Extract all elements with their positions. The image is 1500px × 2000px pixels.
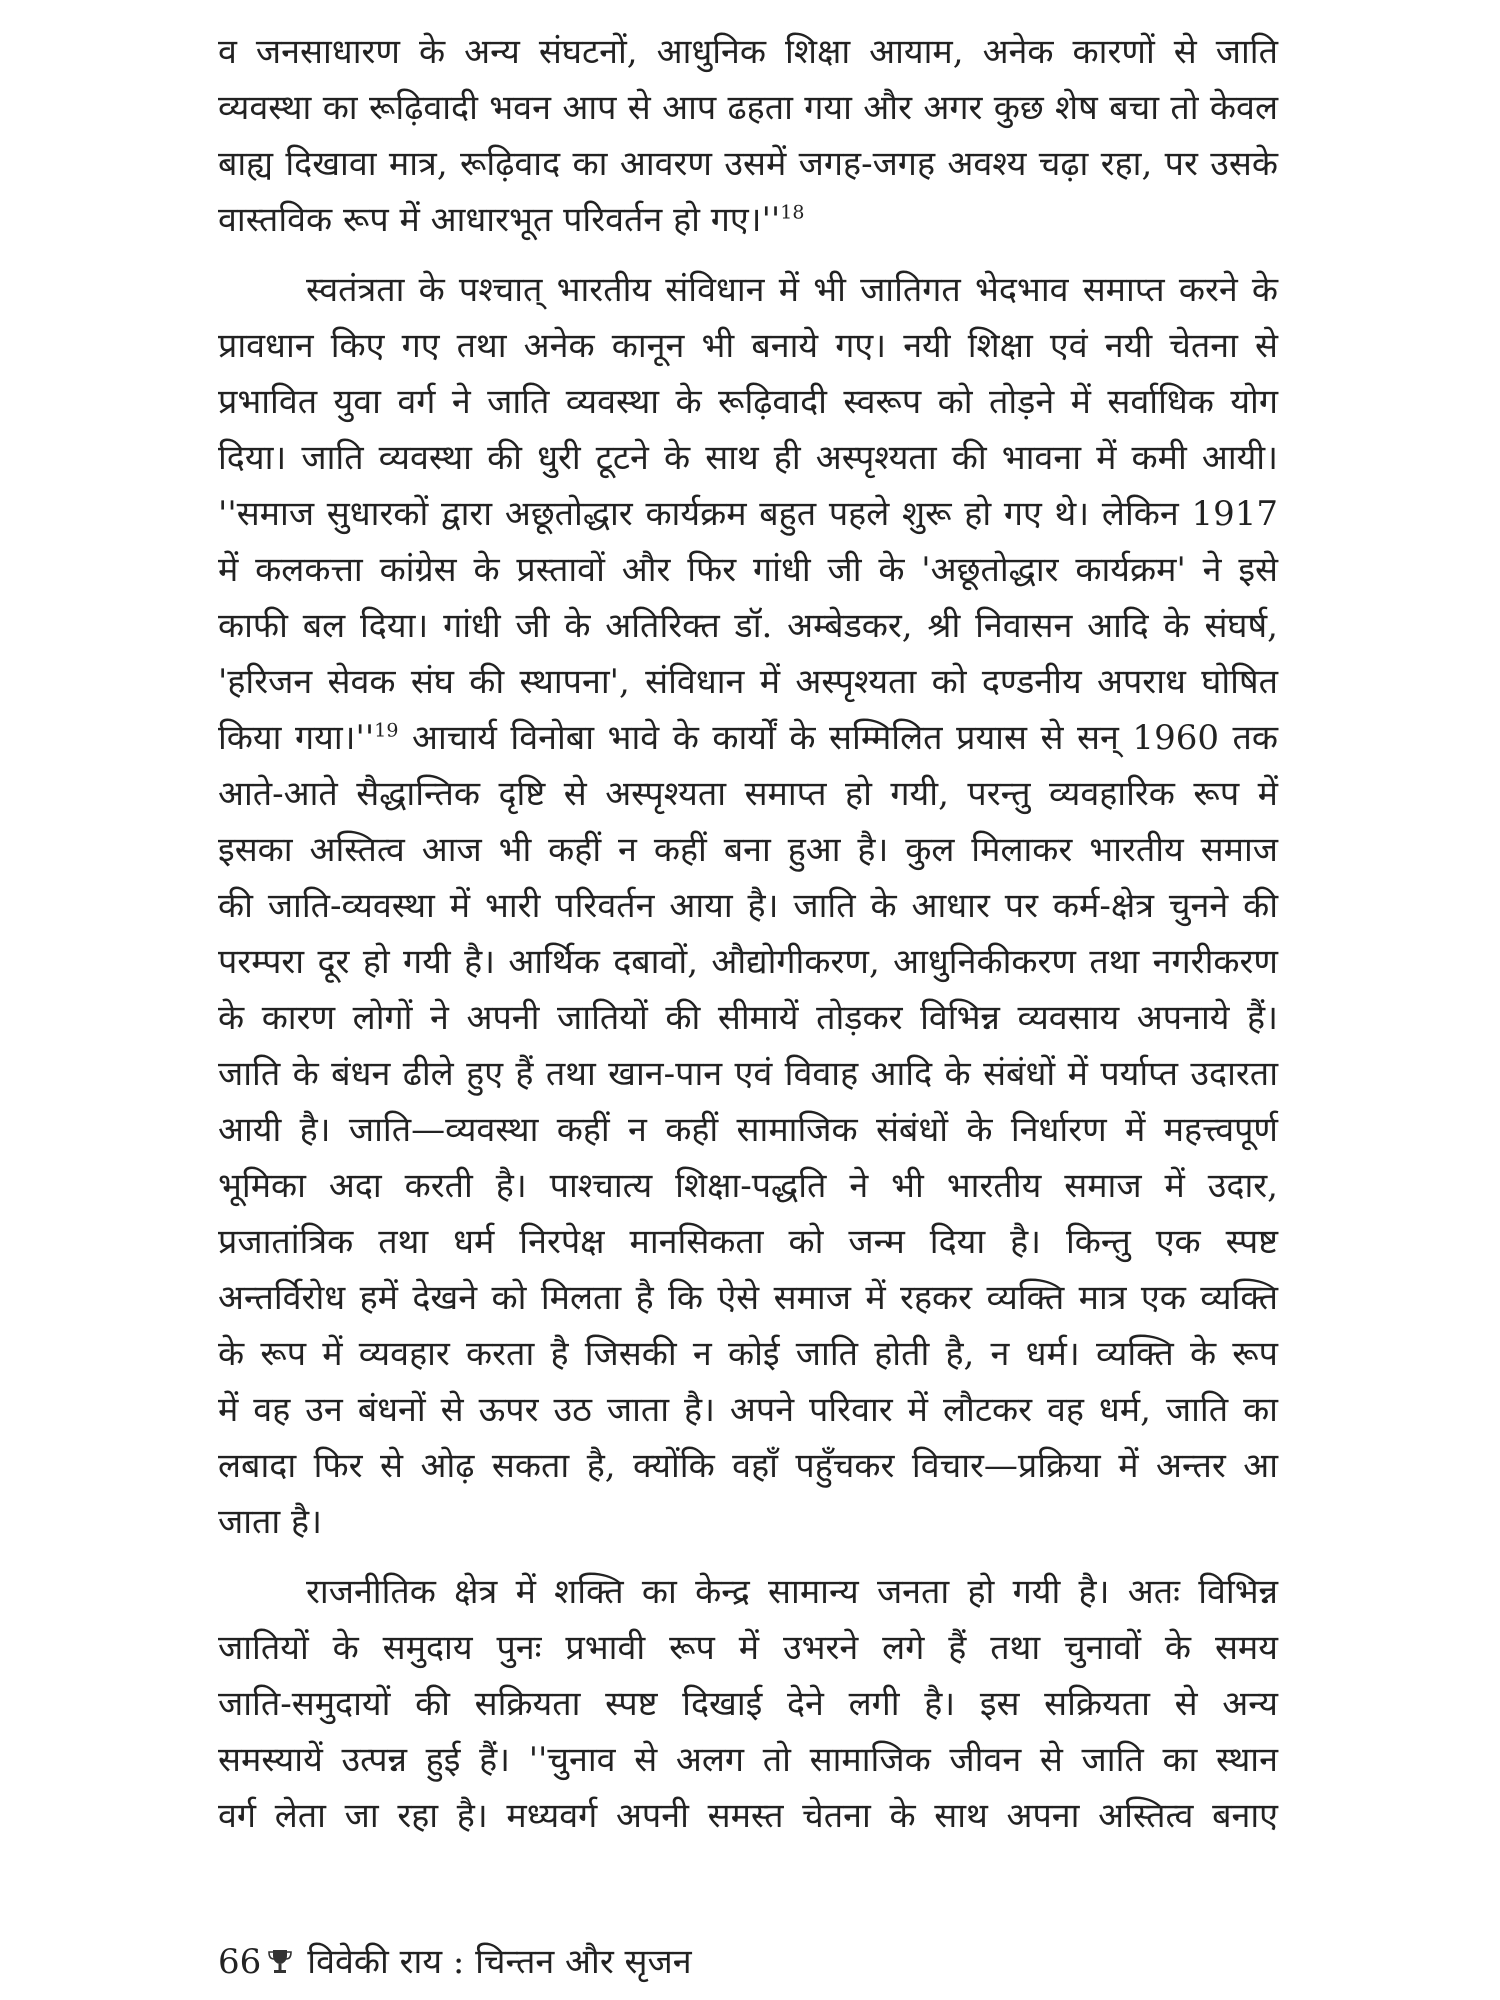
text-line [218, 430, 1278, 486]
paragraph [218, 24, 1278, 248]
footnote-ref: 19 [374, 719, 399, 742]
line-text: जातियों के समुदाय पुनः प्रभावी रूप में उभरने लगे हैं तथा चुनावों के समय [218, 1628, 1278, 1668]
text-line [218, 1326, 1278, 1382]
line-text: किया गया।'' [218, 718, 375, 758]
text-line [218, 80, 1278, 136]
text-line [218, 1494, 1278, 1550]
text-line [218, 1620, 1278, 1676]
line-text: स्वतंत्रता के पश्चात् भारतीय संविधान में भी जातिगत भेदभाव समाप्त करने के [306, 270, 1278, 310]
line-text: व्यवस्था का रूढ़िवादी भवन आप से आप ढहता गया और अगर कुछ शेष बचा तो केवल [218, 88, 1278, 128]
text-line [218, 1732, 1278, 1788]
line-text-continued: आचार्य विनोबा भावे के कार्यों के सम्मिलित प्रयास से सन् 1960 तक [398, 718, 1279, 758]
line-text: की जाति-व्यवस्था में भारी परिवर्तन आया है। जाति के आधार पर कर्म-क्षेत्र चुनने की [218, 886, 1278, 926]
text-line [218, 1564, 1278, 1620]
line-text: जाति के बंधन ढीले हुए हैं तथा खान-पान एवं विवाह आदि के संबंधों में पर्याप्त उदारता [218, 1054, 1278, 1094]
paragraph-gap [218, 1550, 1278, 1564]
footnote-ref: 18 [780, 201, 805, 224]
line-text: ''समाज सुधारकों द्वारा अछूतोद्धार कार्यक्रम बहुत पहले शुरू हो गए थे। लेकिन 1917 [218, 494, 1278, 534]
text-line [218, 934, 1278, 990]
text-line [218, 822, 1278, 878]
line-text: दिया। जाति व्यवस्था की धुरी टूटने के साथ ही अस्पृश्यता की भावना में कमी आयी। [218, 438, 1278, 478]
text-line [218, 990, 1278, 1046]
line-text: बाह्य दिखावा मात्र, रूढ़िवाद का आवरण उसमें जगह-जगह अवश्य चढ़ा रहा, पर उसके [218, 144, 1278, 184]
text-line [218, 1438, 1278, 1494]
line-text: 'हरिजन सेवक संघ की स्थापना', संविधान में अस्पृश्यता को दण्डनीय अपराध घोषित [218, 662, 1278, 702]
line-text: वर्ग लेता जा रहा है। मध्यवर्ग अपनी समस्त चेतना के साथ अपना अस्तित्व बनाए [218, 1796, 1278, 1836]
line-text: में वह उन बंधनों से ऊपर उठ जाता है। अपने परिवार में लौटकर वह धर्म, जाति का [218, 1390, 1278, 1430]
text-line [218, 654, 1278, 710]
paragraph-gap [218, 248, 1278, 262]
line-text: आते-आते सैद्धान्तिक दृष्टि से अस्पृश्यता समाप्त हो गयी, परन्तु व्यवहारिक रूप में [218, 774, 1278, 814]
page-body [218, 24, 1278, 1844]
line-text: प्रजातांत्रिक तथा धर्म निरपेक्ष मानसिकता को जन्म दिया है। किन्तु एक स्पष्ट [218, 1222, 1278, 1262]
line-text: काफी बल दिया। गांधी जी के अतिरिक्त डॉ. अम्बेडकर, श्री निवासन आदि के संघर्ष, [218, 606, 1278, 646]
line-text: के कारण लोगों ने अपनी जातियों की सीमायें तोड़कर विभिन्न व्यवसाय अपनाये हैं। [218, 998, 1278, 1038]
text-line [218, 262, 1278, 318]
text-line [218, 486, 1278, 542]
text-line [218, 24, 1278, 80]
text-line [218, 766, 1278, 822]
line-text: समस्यायें उत्पन्न हुई हैं। ''चुनाव से अलग तो सामाजिक जीवन से जाति का स्थान [218, 1740, 1278, 1780]
text-line [218, 1046, 1278, 1102]
line-text: इसका अस्तित्व आज भी कहीं न कहीं बना हुआ है। कुल मिलाकर भारतीय समाज [218, 830, 1278, 870]
line-text: प्रभावित युवा वर्ग ने जाति व्यवस्था के रूढ़िवादी स्वरूप को तोड़ने में सर्वाधिक योग [218, 382, 1278, 422]
text-line [218, 192, 1278, 248]
trophy-ornament-icon [267, 1940, 293, 1984]
text-line [218, 1102, 1278, 1158]
text-line [218, 1214, 1278, 1270]
line-text: भूमिका अदा करती है। पाश्चात्य शिक्षा-पद्धति ने भी भारतीय समाज में उदार, [218, 1166, 1278, 1206]
text-line [218, 598, 1278, 654]
text-line [218, 374, 1278, 430]
line-text: के रूप में व्यवहार करता है जिसकी न कोई जाति होती है, न धर्म। व्यक्ति के रूप [218, 1334, 1278, 1374]
text-line [218, 1158, 1278, 1214]
text-line [218, 318, 1278, 374]
text-line [218, 1676, 1278, 1732]
text-line [218, 710, 1278, 766]
text-line [218, 1270, 1278, 1326]
text-line [218, 878, 1278, 934]
line-text: राजनीतिक क्षेत्र में शक्ति का केन्द्र सामान्य जनता हो गयी है। अतः विभिन्न [306, 1572, 1278, 1612]
page-number: 66 [218, 1942, 262, 1982]
line-text: प्रावधान किए गए तथा अनेक कानून भी बनाये गए। नयी शिक्षा एवं नयी चेतना से [218, 326, 1278, 366]
text-line [218, 1382, 1278, 1438]
line-text: व जनसाधारण के अन्य संघटनों, आधुनिक शिक्षा आयाम, अनेक कारणों से जाति [218, 32, 1278, 72]
text-line [218, 542, 1278, 598]
line-text: लबादा फिर से ओढ़ सकता है, क्योंकि वहाँ पहुँचकर विचार—प्रक्रिया में अन्तर आ [218, 1446, 1278, 1486]
line-text: आयी है। जाति—व्यवस्था कहीं न कहीं सामाजिक संबंधों के निर्धारण में महत्त्वपूर्ण [218, 1110, 1278, 1150]
paragraph [218, 1564, 1278, 1844]
line-text: जाता है। [218, 1502, 322, 1542]
book-title: विवेकी राय : चिन्तन और सृजन [307, 1942, 692, 1982]
text-line [218, 1788, 1278, 1844]
line-text: वास्तविक रूप में आधारभूत परिवर्तन हो गए।'' [218, 200, 781, 240]
line-text: परम्परा दूर हो गयी है। आर्थिक दबावों, औद्योगीकरण, आधुनिकीकरण तथा नगरीकरण [218, 942, 1278, 982]
paragraph [218, 262, 1278, 1550]
line-text: में कलकत्ता कांग्रेस के प्रस्तावों और फिर गांधी जी के 'अछूतोद्धार कार्यक्रम' ने इसे [218, 550, 1278, 590]
page-footer [218, 1940, 692, 1984]
line-text: अन्तर्विरोध हमें देखने को मिलता है कि ऐसे समाज में रहकर व्यक्ति मात्र एक व्यक्ति [218, 1278, 1278, 1318]
text-line [218, 136, 1278, 192]
line-text: जाति-समुदायों की सक्रियता स्पष्ट दिखाई देने लगी है। इस सक्रियता से अन्य [218, 1684, 1278, 1724]
